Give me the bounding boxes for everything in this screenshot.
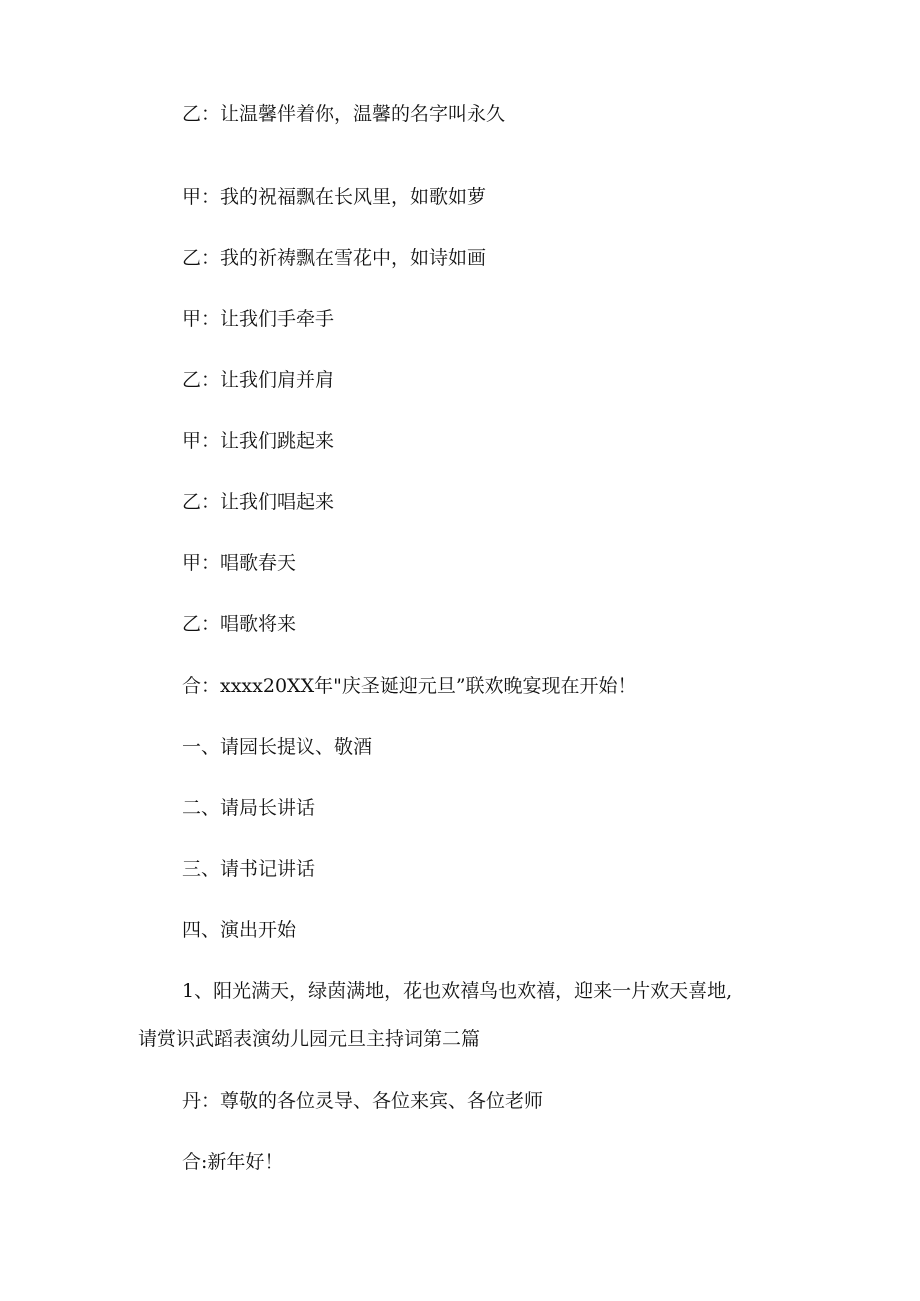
text-line-16: 请赏识武蹈表演幼儿园元旦主持词第二篇 (138, 1028, 481, 1050)
text-line-9: 乙：唱歌将来 (182, 613, 297, 635)
text-line-1: 乙：让温馨伴着你，温馨的名字叫永久 (182, 103, 506, 125)
text-line-18: 合:新年好！ (182, 1151, 284, 1173)
text-line-10: 合：xxxx20XX年"庆圣诞迎元旦”联欢晚宴现在开始！ (182, 675, 637, 697)
text-line-5: 乙：让我们肩并肩 (182, 369, 335, 391)
text-line-7: 乙：让我们唱起来 (182, 491, 335, 513)
text-line-17: 丹：尊敬的各位灵导、各位来宾、各位老师 (182, 1090, 544, 1112)
text-line-13: 三、请书记讲话 (182, 858, 316, 880)
text-line-4: 甲：让我们手牵手 (182, 308, 335, 330)
text-line-11: 一、请园长提议、敬酒 (182, 736, 373, 758)
text-line-12: 二、请局长讲话 (182, 797, 316, 819)
text-line-3: 乙：我的祈祷飘在雪花中，如诗如画 (182, 247, 487, 269)
text-line-2: 甲：我的祝福飘在长风里，如歌如萝 (182, 186, 487, 208)
text-line-15: 1、阳光满天，绿茵满地，花也欢禧鸟也欢禧，迎来一片欢天喜地, (182, 980, 733, 1002)
text-line-14: 四、演出开始 (182, 919, 297, 941)
text-line-8: 甲：唱歌春天 (182, 552, 297, 574)
text-line-6: 甲：让我们跳起来 (182, 430, 335, 452)
